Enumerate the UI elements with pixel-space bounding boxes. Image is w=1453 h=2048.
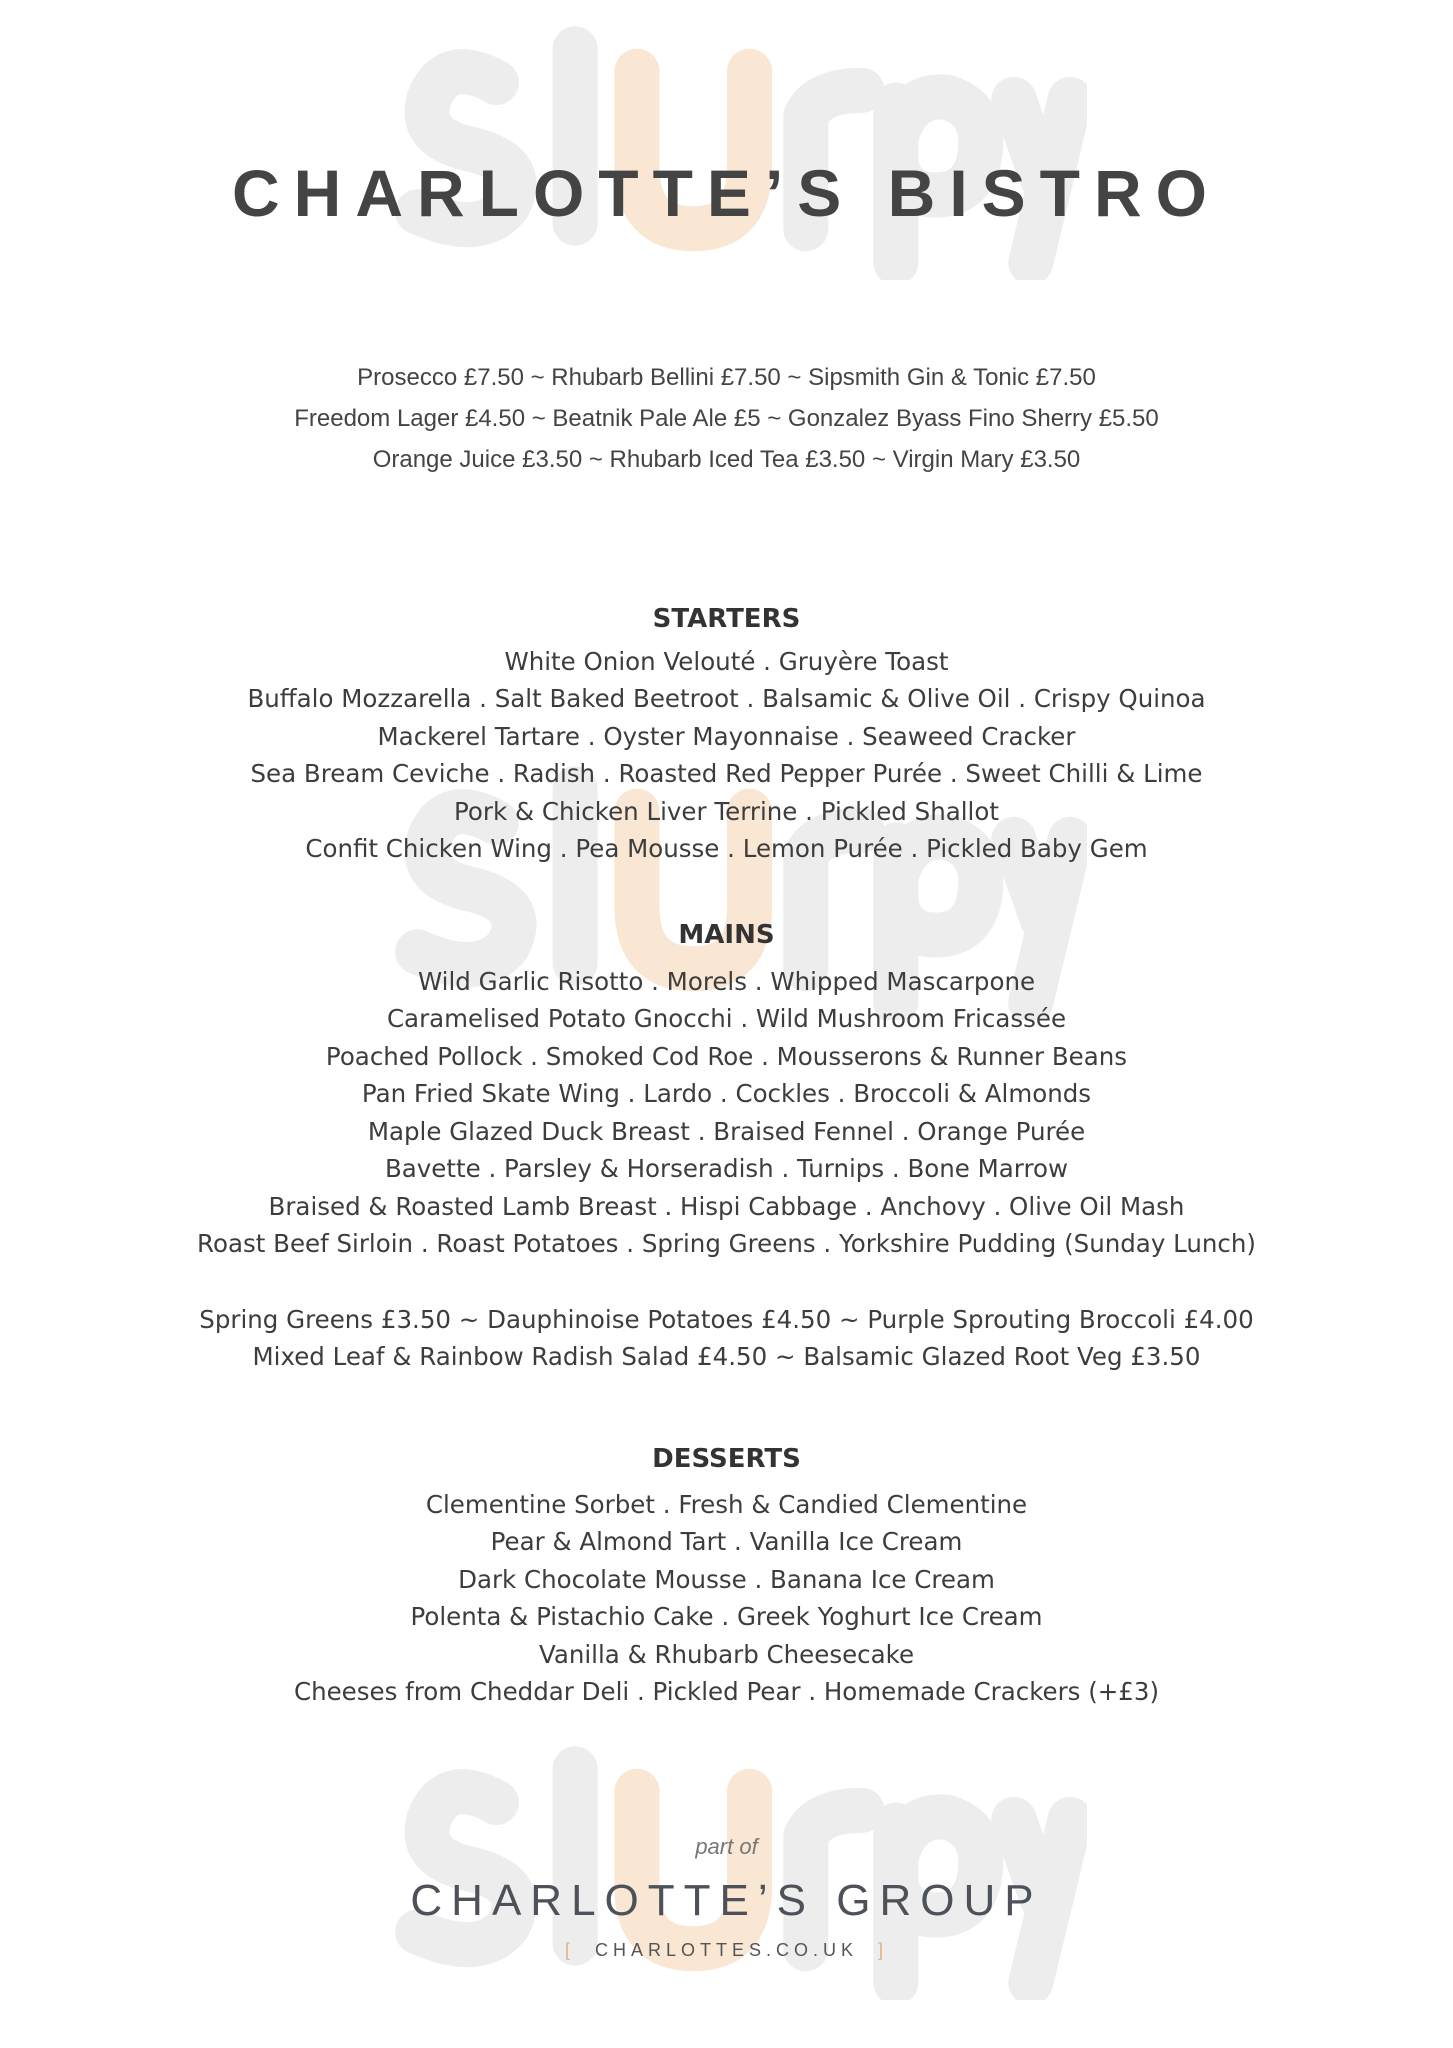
dessert-item: Polenta & Pistachio Cake . Greek Yoghurt Ice Cream xyxy=(410,1602,1043,1631)
mains-heading: MAINS xyxy=(678,920,775,950)
main-item: Maple Glazed Duck Breast . Braised Fennel . Orange Purée xyxy=(367,1117,1086,1146)
url-text[interactable]: CHARLOTTES.CO.UK xyxy=(594,1940,859,1960)
starter-item: Mackerel Tartare . Oyster Mayonnaise . Seaweed Cracker xyxy=(377,722,1076,751)
dessert-item: Vanilla & Rhubarb Cheesecake xyxy=(538,1640,915,1669)
main-item: Pan Fried Skate Wing . Lardo . Cockles . Broccoli & Almonds xyxy=(361,1079,1092,1108)
sides-line: Spring Greens £3.50 ~ Dauphinoise Potatoes £4.50 ~ Purple Sprouting Broccoli £4.00 xyxy=(199,1305,1254,1334)
drinks-line: Prosecco £7.50 ~ Rhubarb Bellini £7.50 ~ Sipsmith Gin & Tonic £7.50 xyxy=(357,364,1096,391)
starter-item: Confit Chicken Wing . Pea Mousse . Lemon Purée . Pickled Baby Gem xyxy=(305,834,1148,863)
bracket-open: [ xyxy=(564,1940,575,1960)
part-of-label: part of xyxy=(695,1834,758,1859)
main-item: Poached Pollock . Smoked Cod Roe . Mousserons & Runner Beans xyxy=(325,1042,1128,1071)
main-item: Roast Beef Sirloin . Roast Potatoes . Spring Greens . Yorkshire Pudding (Sunday Lunch) xyxy=(197,1229,1256,1258)
website-url[interactable] xyxy=(0,1940,1453,1961)
group-name: CHARLOTTE’S GROUP xyxy=(410,1876,1043,1925)
sides-line: Mixed Leaf & Rainbow Radish Salad £4.50 ~ Balsamic Glazed Root Veg £3.50 xyxy=(252,1342,1201,1371)
watermark-logo-top xyxy=(367,20,1087,280)
main-item: Braised & Roasted Lamb Breast . Hispi Cabbage . Anchovy . Olive Oil Mash xyxy=(268,1192,1185,1221)
desserts-heading: DESSERTS xyxy=(652,1444,801,1474)
starter-item: Pork & Chicken Liver Terrine . Pickled Shallot xyxy=(454,797,999,826)
drinks-line: Freedom Lager £4.50 ~ Beatnik Pale Ale £5 ~ Gonzalez Byass Fino Sherry £5.50 xyxy=(294,405,1159,432)
dessert-item: Pear & Almond Tart . Vanilla Ice Cream xyxy=(490,1527,963,1556)
starters-heading: STARTERS xyxy=(652,604,801,634)
main-item: Bavette . Parsley & Horseradish . Turnips . Bone Marrow xyxy=(384,1154,1069,1183)
starter-item: White Onion Velouté . Gruyère Toast xyxy=(504,647,949,676)
drinks-line: Orange Juice £3.50 ~ Rhubarb Iced Tea £3.50 ~ Virgin Mary £3.50 xyxy=(372,446,1081,473)
starter-item: Sea Bream Ceviche . Radish . Roasted Red Pepper Purée . Sweet Chilli & Lime xyxy=(250,759,1203,788)
watermark-logo-bottom xyxy=(367,1740,1087,2000)
dessert-item: Dark Chocolate Mousse . Banana Ice Cream xyxy=(458,1565,995,1594)
starter-item: Buffalo Mozzarella . Salt Baked Beetroot . Balsamic & Olive Oil . Crispy Quinoa xyxy=(247,684,1206,713)
dessert-item: Clementine Sorbet . Fresh & Candied Clementine xyxy=(425,1490,1028,1519)
bracket-close: ] xyxy=(878,1940,889,1960)
main-item: Wild Garlic Risotto . Morels . Whipped Mascarpone xyxy=(417,967,1036,996)
restaurant-title: CHARLOTTE’S BISTRO xyxy=(232,156,1221,230)
main-item: Caramelised Potato Gnocchi . Wild Mushroom Fricassée xyxy=(386,1004,1067,1033)
watermark-logo-graphic xyxy=(367,20,1087,280)
watermark-logo-graphic xyxy=(367,1740,1087,2000)
dessert-item: Cheeses from Cheddar Deli . Pickled Pear . Homemade Crackers (+£3) xyxy=(293,1677,1160,1706)
